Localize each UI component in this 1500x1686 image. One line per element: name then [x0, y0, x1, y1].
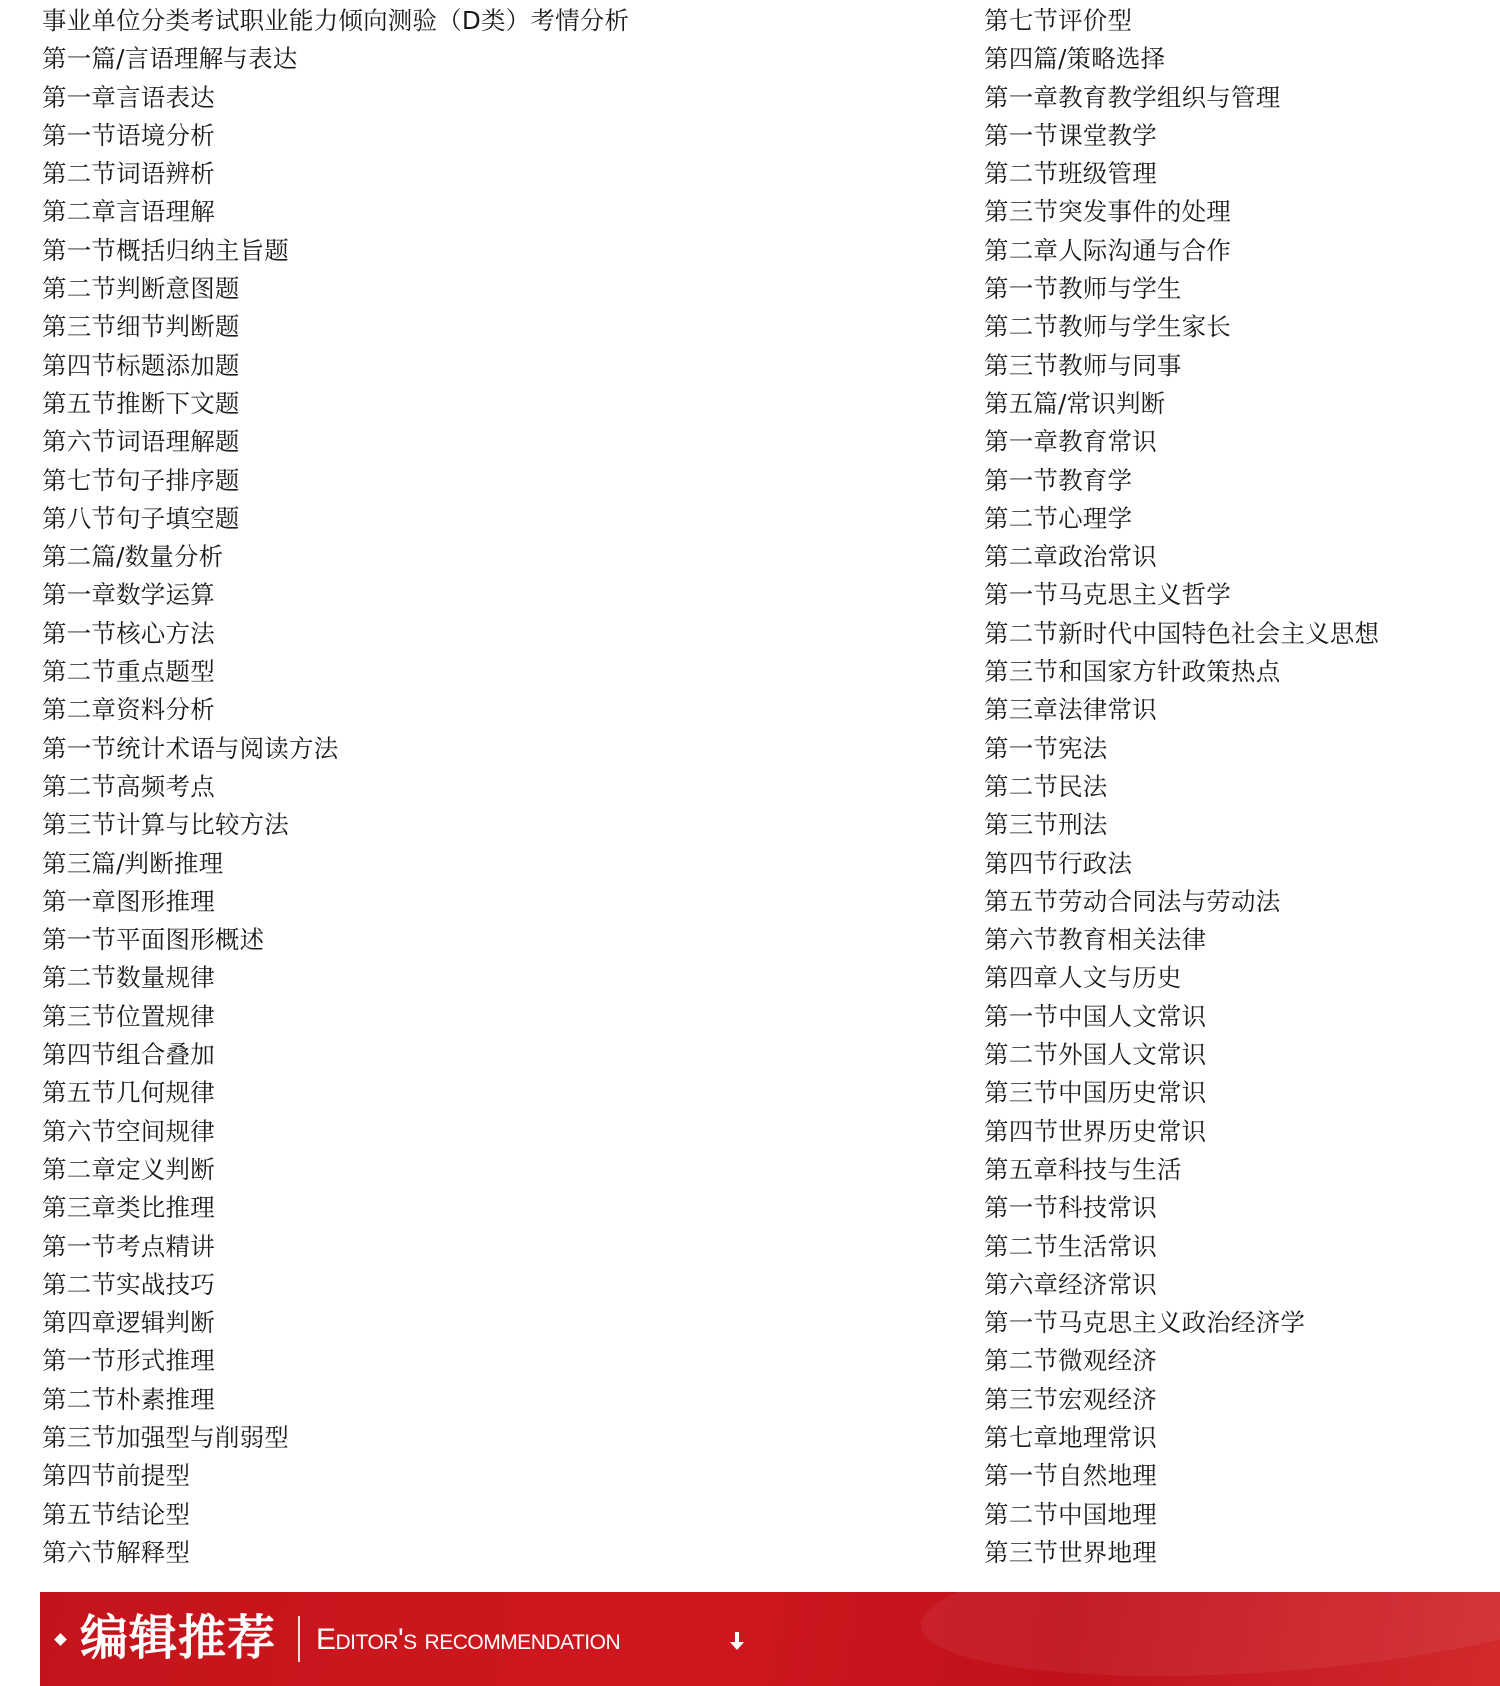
toc-entry: 第三节和国家方针政策热点 [984, 657, 1281, 687]
toc-entry: 第六章经济常识 [984, 1269, 1157, 1299]
toc-entry: 第四节标题添加题 [42, 350, 240, 380]
toc-entry: 第一章教育教学组织与管理 [984, 82, 1281, 112]
toc-entry: 第三章法律常识 [984, 695, 1157, 725]
toc-entry: 第二章言语理解 [42, 197, 215, 227]
toc-entry: 第一节平面图形概述 [42, 925, 265, 955]
toc-entry: 第四节组合叠加 [42, 1040, 215, 1070]
diamond-bullet-icon [54, 1633, 67, 1646]
toc-entry: 第三节宏观经济 [984, 1384, 1157, 1414]
toc-entry: 第七节评价型 [984, 6, 1133, 35]
toc-entry: 第四节行政法 [984, 848, 1133, 878]
toc-entry: 第一节统计术语与阅读方法 [42, 733, 339, 763]
toc-entry: 第五节劳动合同法与劳动法 [984, 886, 1281, 916]
toc-entry: 第二节判断意图题 [42, 274, 240, 304]
toc-entry: 第一章言语表达 [42, 82, 215, 112]
toc-entry: 第四篇/策略选择 [984, 44, 1166, 74]
toc-entry: 第三节突发事件的处理 [984, 197, 1231, 227]
toc-entry: 第一篇/言语理解与表达 [42, 44, 298, 74]
toc-entry: 第二节班级管理 [984, 159, 1157, 189]
toc-entry: 第六节解释型 [42, 1537, 191, 1567]
toc-entry: 第三节教师与同事 [984, 350, 1182, 380]
toc-entry: 第一节中国人文常识 [984, 1001, 1207, 1031]
toc-entry: 第四章逻辑判断 [42, 1308, 215, 1338]
toc-entry: 第四节世界历史常识 [984, 1116, 1207, 1146]
toc-entry: 第一节马克思主义哲学 [984, 580, 1231, 610]
toc-entry: 第二章人际沟通与合作 [984, 235, 1231, 265]
toc-entry: 第二节数量规律 [42, 963, 215, 993]
toc-entry: 第八节句子填空题 [42, 503, 240, 533]
toc-entry: 第一节核心方法 [42, 618, 215, 648]
toc-entry: 第三节刑法 [984, 810, 1108, 840]
toc-entry: 第二节中国地理 [984, 1499, 1157, 1529]
toc-entry: 第五节几何规律 [42, 1078, 215, 1108]
toc-entry: 第一章数学运算 [42, 580, 215, 610]
toc-entry: 第二章定义判断 [42, 1154, 215, 1184]
toc-entry: 第七章地理常识 [984, 1422, 1157, 1452]
toc-entry: 第一节教师与学生 [984, 274, 1182, 304]
banner-divider [298, 1616, 300, 1662]
toc-entry: 第二篇/数量分析 [42, 542, 224, 572]
toc-entry: 第四章人文与历史 [984, 963, 1182, 993]
toc-entry: 第一节马克思主义政治经济学 [984, 1308, 1306, 1338]
toc-entry: 第一节宪法 [984, 733, 1108, 763]
toc-entry: 第一节考点精讲 [42, 1231, 215, 1261]
toc-entry: 第三节位置规律 [42, 1001, 215, 1031]
toc-entry: 第二节高频考点 [42, 771, 215, 801]
toc-entry: 第三节加强型与削弱型 [42, 1422, 289, 1452]
toc-entry: 第一节形式推理 [42, 1346, 215, 1376]
toc-entry: 第五章科技与生活 [984, 1154, 1182, 1184]
banner-subtitle: Editor's recommendation [316, 1623, 621, 1656]
toc-entry: 第六节教育相关法律 [984, 925, 1207, 955]
editor-recommendation-banner [40, 1592, 1500, 1686]
toc-entry: 第二节词语辨析 [42, 159, 215, 189]
toc-entry: 第一节科技常识 [984, 1193, 1157, 1223]
toc-entry: 第一节课堂教学 [984, 120, 1157, 150]
toc-entry: 事业单位分类考试职业能力倾向测验（D类）考情分析 [42, 6, 630, 35]
toc-entry: 第一节语境分析 [42, 120, 215, 150]
toc-entry: 第七节句子排序题 [42, 465, 240, 495]
toc-entry: 第六节空间规律 [42, 1116, 215, 1146]
toc-entry: 第三节细节判断题 [42, 312, 240, 342]
toc-entry: 第二节生活常识 [984, 1231, 1157, 1261]
toc-entry: 第五节推断下文题 [42, 388, 240, 418]
toc-right-column [984, 2, 1484, 1572]
toc-entry: 第二节教师与学生家长 [984, 312, 1231, 342]
toc-entry: 第一节教育学 [984, 465, 1133, 495]
toc-entry: 第二章政治常识 [984, 542, 1157, 572]
toc-entry: 第三节计算与比较方法 [42, 810, 289, 840]
toc-entry: 第一节概括归纳主旨题 [42, 235, 289, 265]
toc-entry: 第三节中国历史常识 [984, 1078, 1207, 1108]
toc-entry: 第六节词语理解题 [42, 427, 240, 457]
toc-entry: 第五篇/常识判断 [984, 388, 1166, 418]
toc-entry: 第四节前提型 [42, 1461, 191, 1491]
toc-entry: 第五节结论型 [42, 1499, 191, 1529]
toc-entry: 第一节自然地理 [984, 1461, 1157, 1491]
toc-entry: 第一章图形推理 [42, 886, 215, 916]
toc-entry: 第二节重点题型 [42, 657, 215, 687]
toc-entry: 第二节微观经济 [984, 1346, 1157, 1376]
toc-entry: 第二章资料分析 [42, 695, 215, 725]
toc-entry: 第三篇/判断推理 [42, 848, 224, 878]
toc-left-column [42, 2, 902, 1572]
toc-entry: 第二节心理学 [984, 503, 1133, 533]
toc-entry: 第二节外国人文常识 [984, 1040, 1207, 1070]
toc-entry: 第三章类比推理 [42, 1193, 215, 1223]
toc-entry: 第二节朴素推理 [42, 1384, 215, 1414]
toc-entry: 第二节民法 [984, 771, 1108, 801]
toc-entry: 第三节世界地理 [984, 1537, 1157, 1567]
toc-entry: 第一章教育常识 [984, 427, 1157, 457]
toc-entry: 第二节实战技巧 [42, 1269, 215, 1299]
banner-title: 编辑推荐 [80, 1610, 277, 1666]
toc-entry: 第二节新时代中国特色社会主义思想 [984, 618, 1380, 648]
arrow-down-icon [728, 1630, 746, 1652]
banner-sheen [916, 1592, 1500, 1686]
